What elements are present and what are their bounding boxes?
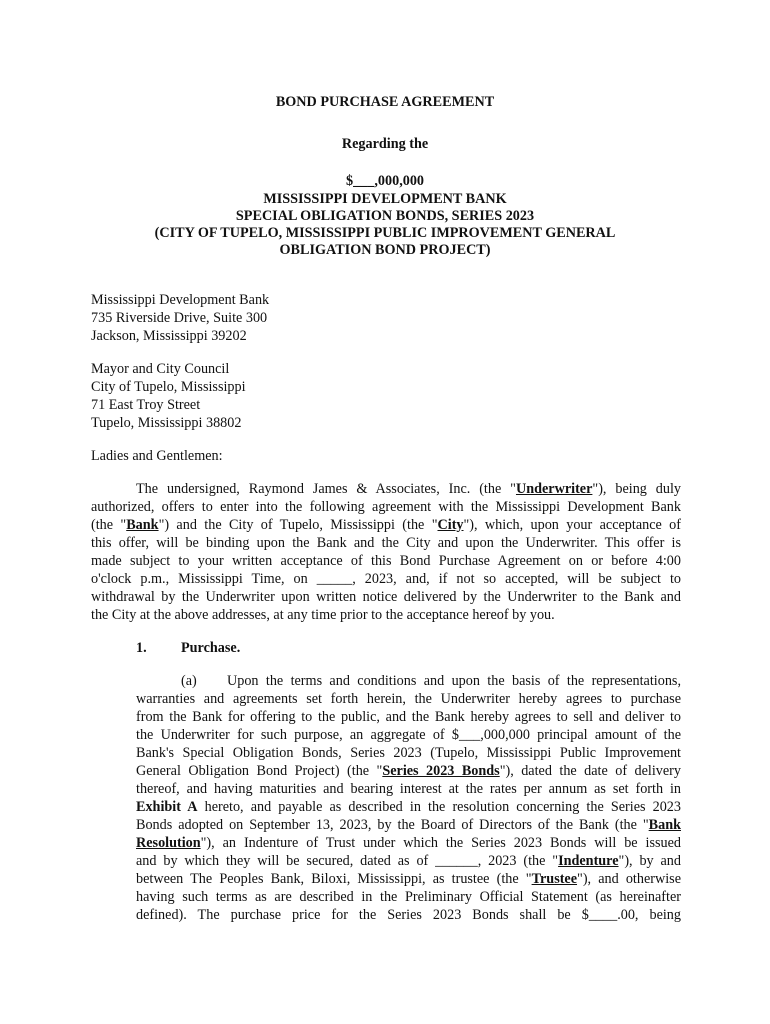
bank-address-line: Jackson, Mississippi 39202 — [91, 328, 247, 344]
paragraph-line: from the Bank for offering to the public, and the Bank hereby agrees to sell and deliver to — [136, 709, 681, 725]
paragraph-line: General Obligation Bond Project) (the "Series 2023 Bonds"), dated the date of delivery — [136, 763, 681, 779]
paragraph-line: Exhibit A hereto, and payable as described in the resolution concerning the Series 2023 — [136, 799, 681, 815]
city-address — [91, 360, 681, 432]
city-address-line: 71 East Troy Street — [91, 397, 201, 413]
section-heading: Purchase. — [181, 640, 241, 656]
series-line: SPECIAL OBLIGATION BONDS, SERIES 2023 — [235, 208, 535, 224]
paragraph-line: between The Peoples Bank, Biloxi, Mississippi, as trustee (the "Trustee"), and otherwise — [136, 871, 681, 887]
city-address-line: Mayor and City Council — [91, 361, 230, 377]
salutation: Ladies and Gentlemen: — [91, 448, 223, 464]
paragraph-line: warranties and agreements set forth herein, the Underwriter hereby agrees to purchase — [136, 691, 681, 707]
document-title: BOND PURCHASE AGREEMENT — [275, 94, 495, 110]
issuer-line: MISSISSIPPI DEVELOPMENT BANK — [263, 191, 507, 207]
paragraph-line: Resolution"), an Indenture of Trust under which the Series 2023 Bonds will be issued — [136, 835, 681, 851]
city-address-line: City of Tupelo, Mississippi — [91, 379, 246, 395]
city-address-line: Tupelo, Mississippi 38802 — [91, 415, 242, 431]
bank-address-line: 735 Riverside Drive, Suite 300 — [91, 310, 268, 326]
intro-paragraph — [91, 480, 681, 624]
purchase-paragraph-a — [136, 672, 681, 924]
paragraph-line: Bank's Special Obligation Bonds, Series 2023 (Tupelo, Mississippi Public Improvement — [136, 745, 681, 761]
subsection-label: (a) — [181, 673, 197, 689]
paragraph-line: (a) Upon the terms and conditions and upon the basis of the representations, — [136, 672, 681, 690]
paragraph-line: having such terms as are described in the Preliminary Official Statement (as hereinafter — [136, 889, 681, 905]
bank-address — [91, 291, 681, 345]
paragraph-line: (the "Bank") and the City of Tupelo, Mississippi (the "City"), which, upon your acceptance of — [91, 517, 681, 533]
project-line-2: OBLIGATION BOND PROJECT) — [279, 242, 491, 258]
paragraph-line: thereof, and having maturities and bearing interest at the rates per annum as set forth in — [136, 781, 681, 797]
paragraph-line: withdrawal by the Underwriter upon written notice delivered by the Underwriter to the Bank and — [91, 589, 681, 605]
paragraph-line: this offer, will be binding upon the Bank and the City and upon the Underwriter. This offer is — [91, 535, 681, 551]
regarding-line: Regarding the — [341, 136, 429, 152]
paragraph-line: defined). The purchase price for the Series 2023 Bonds shall be $____.00, being — [136, 907, 681, 923]
bank-address-line: Mississippi Development Bank — [91, 292, 270, 308]
paragraph-line: Bonds adopted on September 13, 2023, by the Board of Directors of the Bank (the "Bank — [136, 817, 681, 833]
section-number: 1. — [136, 640, 147, 656]
amount-line: $___,000,000 — [345, 173, 425, 189]
paragraph-line: and by which they will be secured, dated as of ______, 2023 (the "Indenture"), by and — [136, 853, 681, 869]
paragraph-line: the City at the above addresses, at any time prior to the acceptance hereof by you. — [91, 607, 555, 623]
paragraph-line: authorized, offers to enter into the following agreement with the Mississippi Development Bank — [91, 499, 681, 515]
paragraph-line: made subject to your written acceptance of this Bond Purchase Agreement on or before 4:00 — [91, 553, 681, 569]
paragraph-line: o'clock p.m., Mississippi Time, on _____, 2023, and, if not so accepted, will be subject to — [91, 571, 681, 587]
project-line-1: (CITY OF TUPELO, MISSISSIPPI PUBLIC IMPROVEMENT GENERAL — [154, 225, 616, 241]
paragraph-line: The undersigned, Raymond James & Associates, Inc. (the "Underwriter"), being duly — [136, 481, 682, 497]
paragraph-line: the Underwriter for such purpose, an aggregate of $___,000,000 principal amount of the — [136, 727, 681, 743]
